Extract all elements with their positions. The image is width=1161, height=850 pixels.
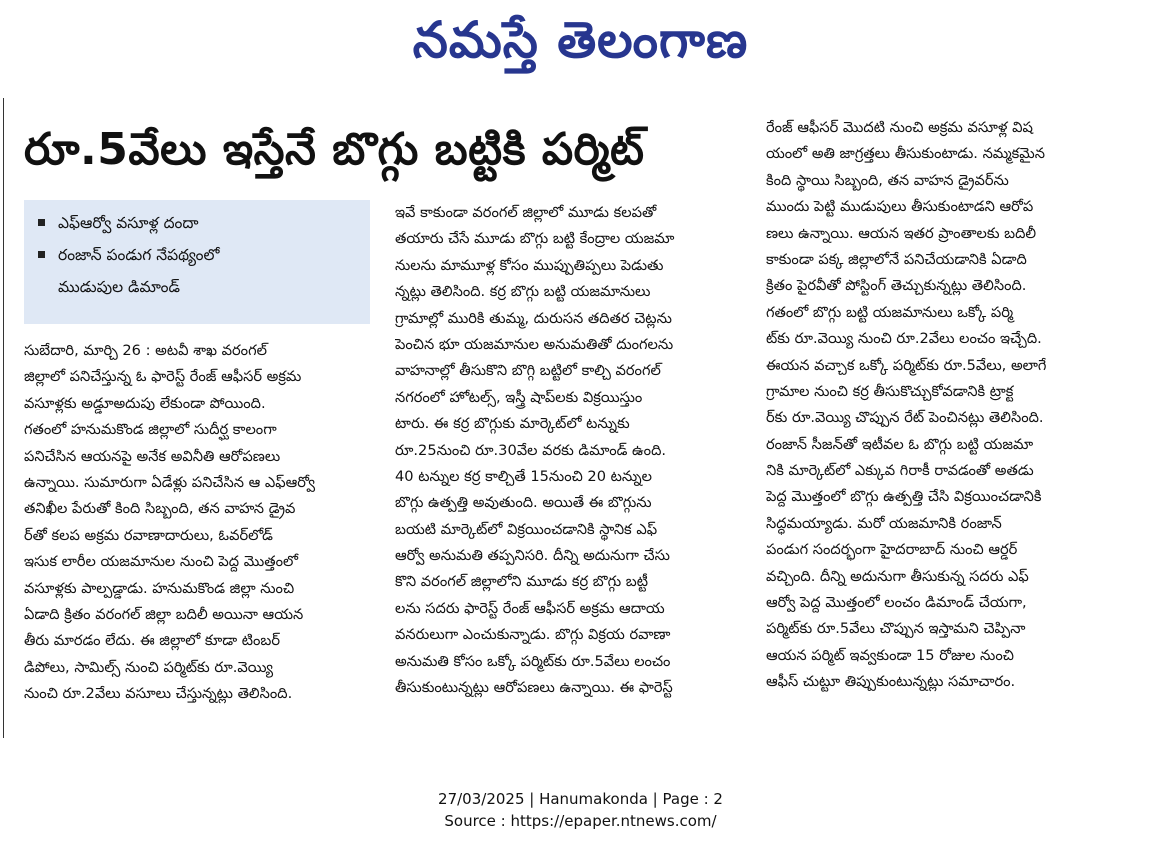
- article-line: తీసుకుంటున్నట్లు ఆరోపణలు ఉన్నాయి. ఈ ఫారెస్ట్: [395, 679, 673, 697]
- footer-source: Source : https://epaper.ntnews.com/: [444, 812, 717, 830]
- article-line: ర్‌కు రూ.వెయ్యి చొప్పున రేట్ పెంచినట్లు తెలిసింది.: [766, 409, 1044, 427]
- bullet-square-icon: [38, 251, 45, 258]
- article-line: డిపోలు, సామిల్స్ నుంచి పర్మిట్‌కు రూ.వెయ్యి: [24, 658, 274, 676]
- article-line: న్నట్లు తెలిసింది. కర్ర బొగ్గు బట్టి యజమానులు: [395, 283, 651, 301]
- article-line: నికి మార్కెట్‌లో ఎక్కువ గిరాకీ రావడంతో అతడు: [766, 462, 1034, 480]
- article-line: ఆయన పర్మిట్ ఇవ్వకుండా 15 రోజుల నుంచి: [766, 646, 1014, 664]
- article-line: వసూళ్లకు అడ్డూఅదుపు లేకుండా పోయింది.: [24, 394, 266, 412]
- article-line: ఆఫీస్ చుట్టూ తిప్పుకుంటున్నట్లు సమాచారం.: [766, 673, 1016, 691]
- article-line: తీరు మారడం లేదు. ఈ జిల్లాలో కూడా టింబర్: [24, 632, 281, 650]
- article-line: పండుగ సందర్భంగా హైదరాబాద్ నుంచి ఆర్డర్: [766, 541, 1018, 559]
- highlight-item-1: [34, 208, 370, 238]
- highlight-item-2: [34, 240, 370, 270]
- article-line: కింది స్థాయి సిబ్బంది, తన వాహన డ్రైవర్‌ను: [766, 171, 1009, 189]
- article-line: గ్రామాల నుంచి కర్ర తీసుకొచ్చుకోవడానికి ట్రాక్ట: [766, 382, 1014, 400]
- masthead-logo: నమస్తే తెలంగాణ: [412, 11, 749, 69]
- article-line: ఇవే కాకుండా వరంగల్ జిల్లాలో మూడు కలపతో: [395, 204, 657, 221]
- article-line: ఉన్నాయి. సుమారుగా ఏడేళ్లు పనిచేసిన ఆ ఎఫ్‌ఆర్వో: [24, 473, 316, 491]
- bullet-square-icon: [38, 219, 45, 226]
- article-line: ఆర్వో అనుమతి తప్పనిసరి. దీన్ని అదునుగా చేసు: [395, 547, 670, 565]
- article-line: పనిచేసిన ఆయనపై అనేక అవినీతి ఆరోపణలు: [24, 447, 281, 465]
- article-line: వచ్చింది. దీన్ని అదునుగా తీసుకున్న సదరు ఎఫ్: [766, 567, 1029, 585]
- article-line: ణలు ఉన్నాయి. ఆయన ఇతర ప్రాంతాలకు బదిలీ: [766, 224, 1037, 242]
- article-line: కొని వరంగల్ జిల్లాలోని మూడు కర్ర బొగ్గు బట్టీ: [395, 573, 649, 591]
- article-line: నులను మామూళ్ల కోసం ముప్పుతిప్పలు పెడుతు: [395, 256, 664, 274]
- left-border-rule: [3, 98, 4, 738]
- article-line: రంజాన్ సీజన్‌తో ఇటీవల ఓ బొగ్గు బట్టి యజమా: [766, 435, 1034, 453]
- article-column-2: [395, 200, 747, 701]
- highlight-text: ఎఫ్‌ఆర్వో వసూళ్ల దందా: [58, 214, 199, 232]
- article-line: ఆర్వో పెద్ద మొత్తంలో లంచం డిమాండ్ చేయగా,: [766, 594, 1027, 612]
- highlight-item-2-continued: ముడుపుల డిమాండ్: [58, 278, 180, 296]
- article-headline: రూ.5వేలు ఇస్తేనే బొగ్గు బట్టికి పర్మిట్: [24, 124, 645, 175]
- article-line: కాకుండా పక్క జిల్లాలోనే పనిచేయడానికి ఏడాది: [766, 250, 1027, 268]
- article-line: 40 టన్నుల కర్ర కాల్చితే 15నుంచి 20 టన్నుల: [395, 467, 652, 485]
- article-line: బయటి మార్కెట్‌లో విక్రయించడానికి స్థానిక ఎఫ్: [395, 520, 658, 538]
- article-line: గ్రామాల్లో మురికి తుమ్మ, దురుసన తదితర చెట్లను: [395, 309, 672, 327]
- article-line: రూ.25నుంచి రూ.30వేల వరకు డిమాండ్ ఉంది.: [395, 441, 667, 459]
- article-line: ర్‌తో కలప అక్రమ రవాణాదారులు, ఓవర్‌లోడ్: [24, 526, 273, 544]
- article-line: బొగ్గు ఉత్పత్తి అవుతుంది. అయితే ఈ బొగ్గును: [395, 494, 652, 512]
- article-line: టారు. ఈ కర్ర బొగ్గుకు మార్కెట్‌లో టన్నుకు: [395, 415, 630, 433]
- article-line: గతంలో హనుమకొండ జిల్లాలో సుదీర్ఘ కాలంగా: [24, 421, 277, 439]
- article-line: ఇసుక లారీల యజమానుల నుంచి పెద్ద మొత్తంలో: [24, 553, 299, 571]
- article-line: పర్మిట్‌కు రూ.5వేలు చొప్పున ఇస్తామని చెప్పినా: [766, 620, 1026, 638]
- article-line: వాహనాల్లో తీసుకొని బొగ్గి బట్టిలో కాల్చి వరంగల్: [395, 362, 661, 380]
- article-line: పెంచిన భూ యజమానుల అనుమతితో దుంగలను: [395, 335, 674, 353]
- article-line: ముందు పెట్టి ముడుపులు తీసుకుంటాడని ఆరోప: [766, 198, 1034, 216]
- article-column-1: [24, 338, 376, 707]
- article-line: ఈయన వచ్చాక ఒక్కో పర్మిట్‌కు రూ.5వేలు, అలాగే: [766, 356, 1047, 374]
- masthead: [0, 0, 1161, 80]
- article-line: యంలో అతి జాగ్రత్తలు తీసుకుంటాడు. నమ్మకమైన: [766, 145, 1045, 163]
- article-line: లను సదరు ఫారెస్ట్ రేంజ్ ఆఫీసర్ అక్రమ ఆదాయ: [395, 599, 665, 617]
- article-line: రేంజ్ ఆఫీసర్ మొదటి నుంచి అక్రమ వసూళ్ల విష: [766, 119, 1033, 136]
- article-line: తయారు చేసే మూడు బొగ్గు బట్టి కేంద్రాల యజమా: [395, 230, 675, 248]
- highlight-text: రంజాన్ పండుగ నేపథ్యంలో: [58, 246, 220, 264]
- article-line: నుంచి రూ.2వేలు వసూలు చేస్తున్నట్లు తెలిసింది.: [24, 685, 293, 703]
- article-line: వసూళ్లకు పాల్పడ్డాడు. హనుమకొండ జిల్లా నుంచి: [24, 579, 295, 597]
- highlights-box: [24, 200, 370, 324]
- article-line: నగరంలో హోటల్స్, ఇస్త్రీ షాప్‌లకు విక్రయిస్తుం: [395, 388, 643, 406]
- article-line: అనుమతి కోసం ఒక్కో పర్మిట్‌కు రూ.5వేలు లంచం: [395, 652, 671, 670]
- article-line: గతంలో బొగ్గు బట్టి యజమానులు ఒక్కో పర్మి: [766, 303, 1014, 321]
- article-column-3: [766, 115, 1138, 696]
- article-line: క్రితం పైరవీతో పోస్టింగ్ తెచ్చుకున్నట్లు తెలిసింది.: [766, 277, 1027, 295]
- article-line: ఏడాది క్రితం వరంగల్ జిల్లా బదిలీ అయినా ఆయన: [24, 605, 304, 623]
- article-line: సిద్ధమయ్యాడు. మరో యజమానికి రంజాన్: [766, 514, 1002, 532]
- article-line: సుబేదారి, మార్చి 26 : అటవీ శాఖ వరంగల్: [24, 342, 267, 359]
- article-line: పెద్ద మొత్తంలో బొగ్గు ఉత్పత్తి చేసి విక్రయించడానికి: [766, 488, 1042, 506]
- article-line: తనిఖీల పేరుతో కింది సిబ్బంది, తన వాహన డ్రైవ: [24, 500, 296, 518]
- article-line: వనరులుగా ఎంచుకున్నాడు. బొగ్గు విక్రయ రవాణా: [395, 626, 671, 644]
- article-line: ట్‌కు రూ.వెయ్యి నుంచి రూ.2వేలు లంచం ఇచ్చేది.: [766, 330, 1042, 348]
- article-line: జిల్లాలో పనిచేస్తున్న ఓ ఫారెస్ట్ రేంజ్ ఆఫీసర్ అక్రమ: [24, 368, 302, 386]
- footer-date-edition-page: 27/03/2025 | Hanumakonda | Page : 2: [438, 790, 723, 808]
